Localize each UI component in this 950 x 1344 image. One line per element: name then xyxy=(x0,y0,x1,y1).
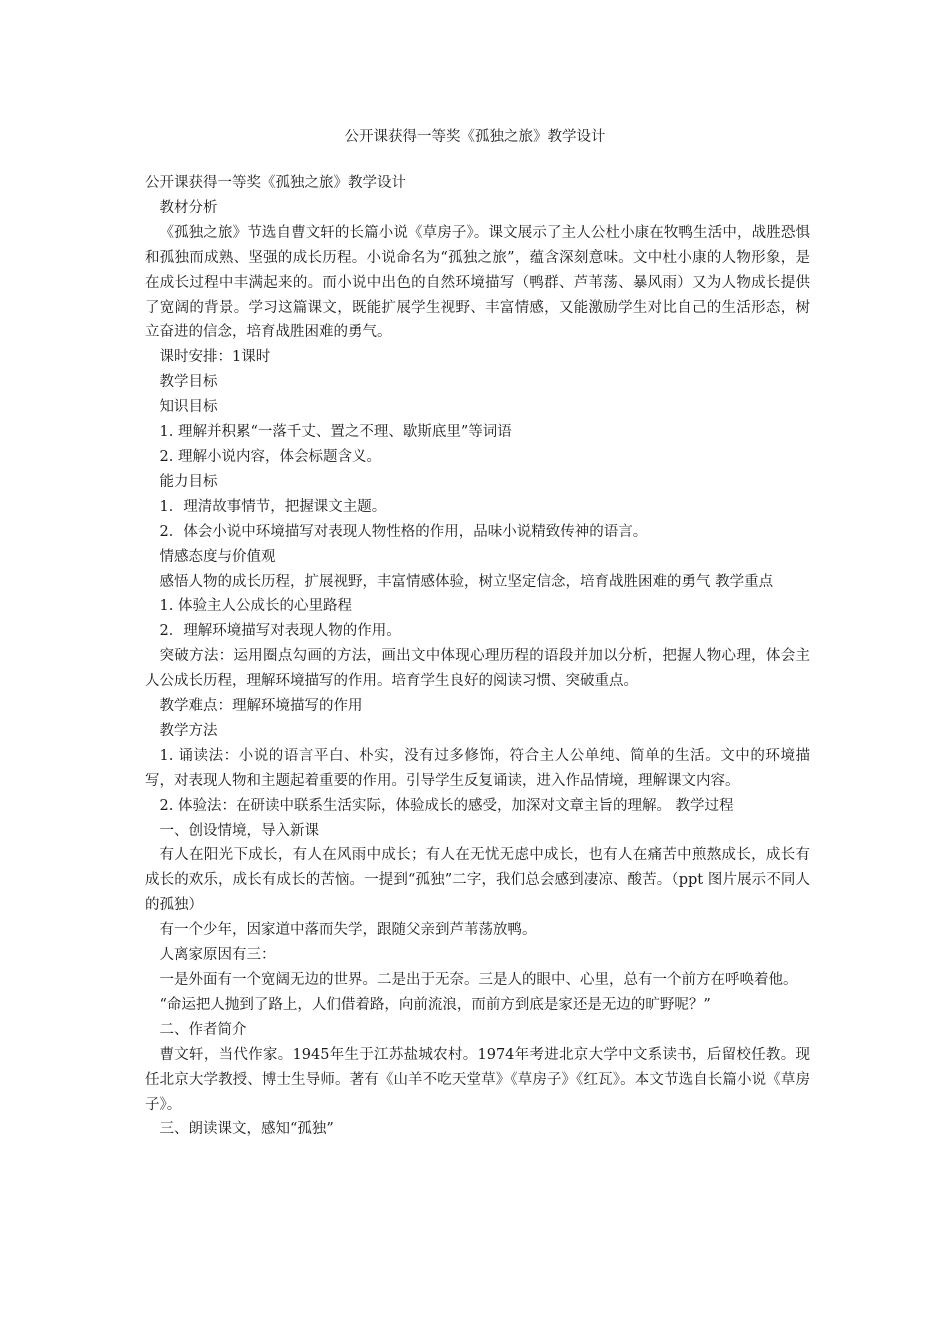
paragraph: 人离家原因有三： xyxy=(159,947,276,964)
paragraph: 情感态度与价值观 xyxy=(159,548,276,565)
paragraph: 能力目标 xyxy=(159,473,218,490)
paragraph: 1. 诵读法：小说的语言平白、朴实，没有过多修饰，符合主人公单纯、简单的生活。文中的环境描写，对表现人物和主题起着重要的作用。引导学生反复诵读，进入作品情境，理解课文内容。 xyxy=(145,747,810,789)
paragraph: 一、创设情境，导入新课 xyxy=(159,822,319,839)
paragraph: 2．理解环境描写对表现人物的作用。 xyxy=(159,623,401,640)
paragraph: 有人在阳光下成长，有人在风雨中成长；有人在无忧无虑中成长，也有人在痛苦中煎熬成长，成长有成长的欢乐，成长有成长的苦恼。一提到“孤独”二字，我们总会感到凄凉、酸苦。（ppt 图片展示不同人的孤独） xyxy=(145,847,810,914)
paragraph: 突破方法：运用圈点勾画的方法，画出文中体现心理历程的语段并加以分析，把握人物心理，体会主人公成长历程，理解环境描写的作用。培育学生良好的阅读习惯、突破重点。 xyxy=(145,648,810,690)
paragraph: 《孤独之旅》节选自曹文轩的长篇小说《草房子》。课文展示了主人公杜小康在牧鸭生活中，战胜恐惧和孤独而成熟、坚强的成长历程。小说命名为“孤独之旅”，蕴含深刻意味。文中杜小康的人物形象，是在成长过程中丰满起来的。而小说中出色的自然环境描写（鸭群、芦苇荡、暴风雨）又为人物成长提供了宽阔的背景。学习这篇课文，既能扩展学生视野、丰富情感，又能激励学生对比自己的生活形态，树立奋进的信念，培育战胜困难的勇气。 xyxy=(145,224,810,341)
paragraph: 教材分析 xyxy=(159,199,218,216)
paragraph: 二、作者简介 xyxy=(159,1021,247,1038)
paragraph: 三、朗读课文，感知“孤独” xyxy=(159,1121,334,1138)
paragraph: 1．理清故事情节，把握课文主题。 xyxy=(159,498,387,515)
paragraph: 曹文轩，当代作家。1945年生于江苏盐城农村。1974年考进北京大学中文系读书，后留校任教。现任北京大学教授、博士生导师。著有《山羊不吃天堂草》《草房子》《红瓦》。本文节选自长篇小说《草房子》。 xyxy=(145,1046,810,1113)
paragraph: 2．体会小说中环境描写对表现人物性格的作用，品味小说精致传神的语言。 xyxy=(159,523,648,540)
paragraph: 感悟人物的成长历程，扩展视野，丰富情感体验，树立坚定信念，培育战胜困难的勇气 教学重点 xyxy=(159,573,774,590)
paragraph: 1. 理解并积累“一落千丈、置之不理、歇斯底里”等词语 xyxy=(159,424,512,441)
paragraph: 公开课获得一等奖《孤独之旅》教学设计 xyxy=(145,175,406,191)
paragraph: “命运把人抛到了路上，人们借着路，向前流浪，而前方到底是家还是无边的旷野呢？” xyxy=(159,996,711,1013)
paragraph: 有一个少年，因家道中落而失学，跟随父亲到芦苇荡放鸭。 xyxy=(159,922,537,939)
paragraph: 课时安排：1课时 xyxy=(159,349,271,366)
paragraph: 2. 理解小说内容，体会标题含义。 xyxy=(159,448,381,465)
paragraph: 教学目标 xyxy=(159,374,218,391)
paragraph: 教学难点：理解环境描写的作用 xyxy=(159,698,363,715)
paragraph: 2. 体验法：在研读中联系生活实际，体验成长的感受，加深对文章主旨的理解。 教学过程 xyxy=(159,797,734,814)
paragraph: 教学方法 xyxy=(159,722,218,739)
paragraph: 一是外面有一个宽阔无边的世界。二是出于无奈。三是人的眼中、心里，总有一个前方在呼唤着他。 xyxy=(159,972,798,988)
page-title: 公开课获得一等奖《孤独之旅》教学设计 xyxy=(344,129,606,145)
paragraph: 1. 体验主人公成长的心里路程 xyxy=(159,598,352,615)
paragraph: 知识目标 xyxy=(159,399,218,416)
document-body xyxy=(145,171,810,1142)
